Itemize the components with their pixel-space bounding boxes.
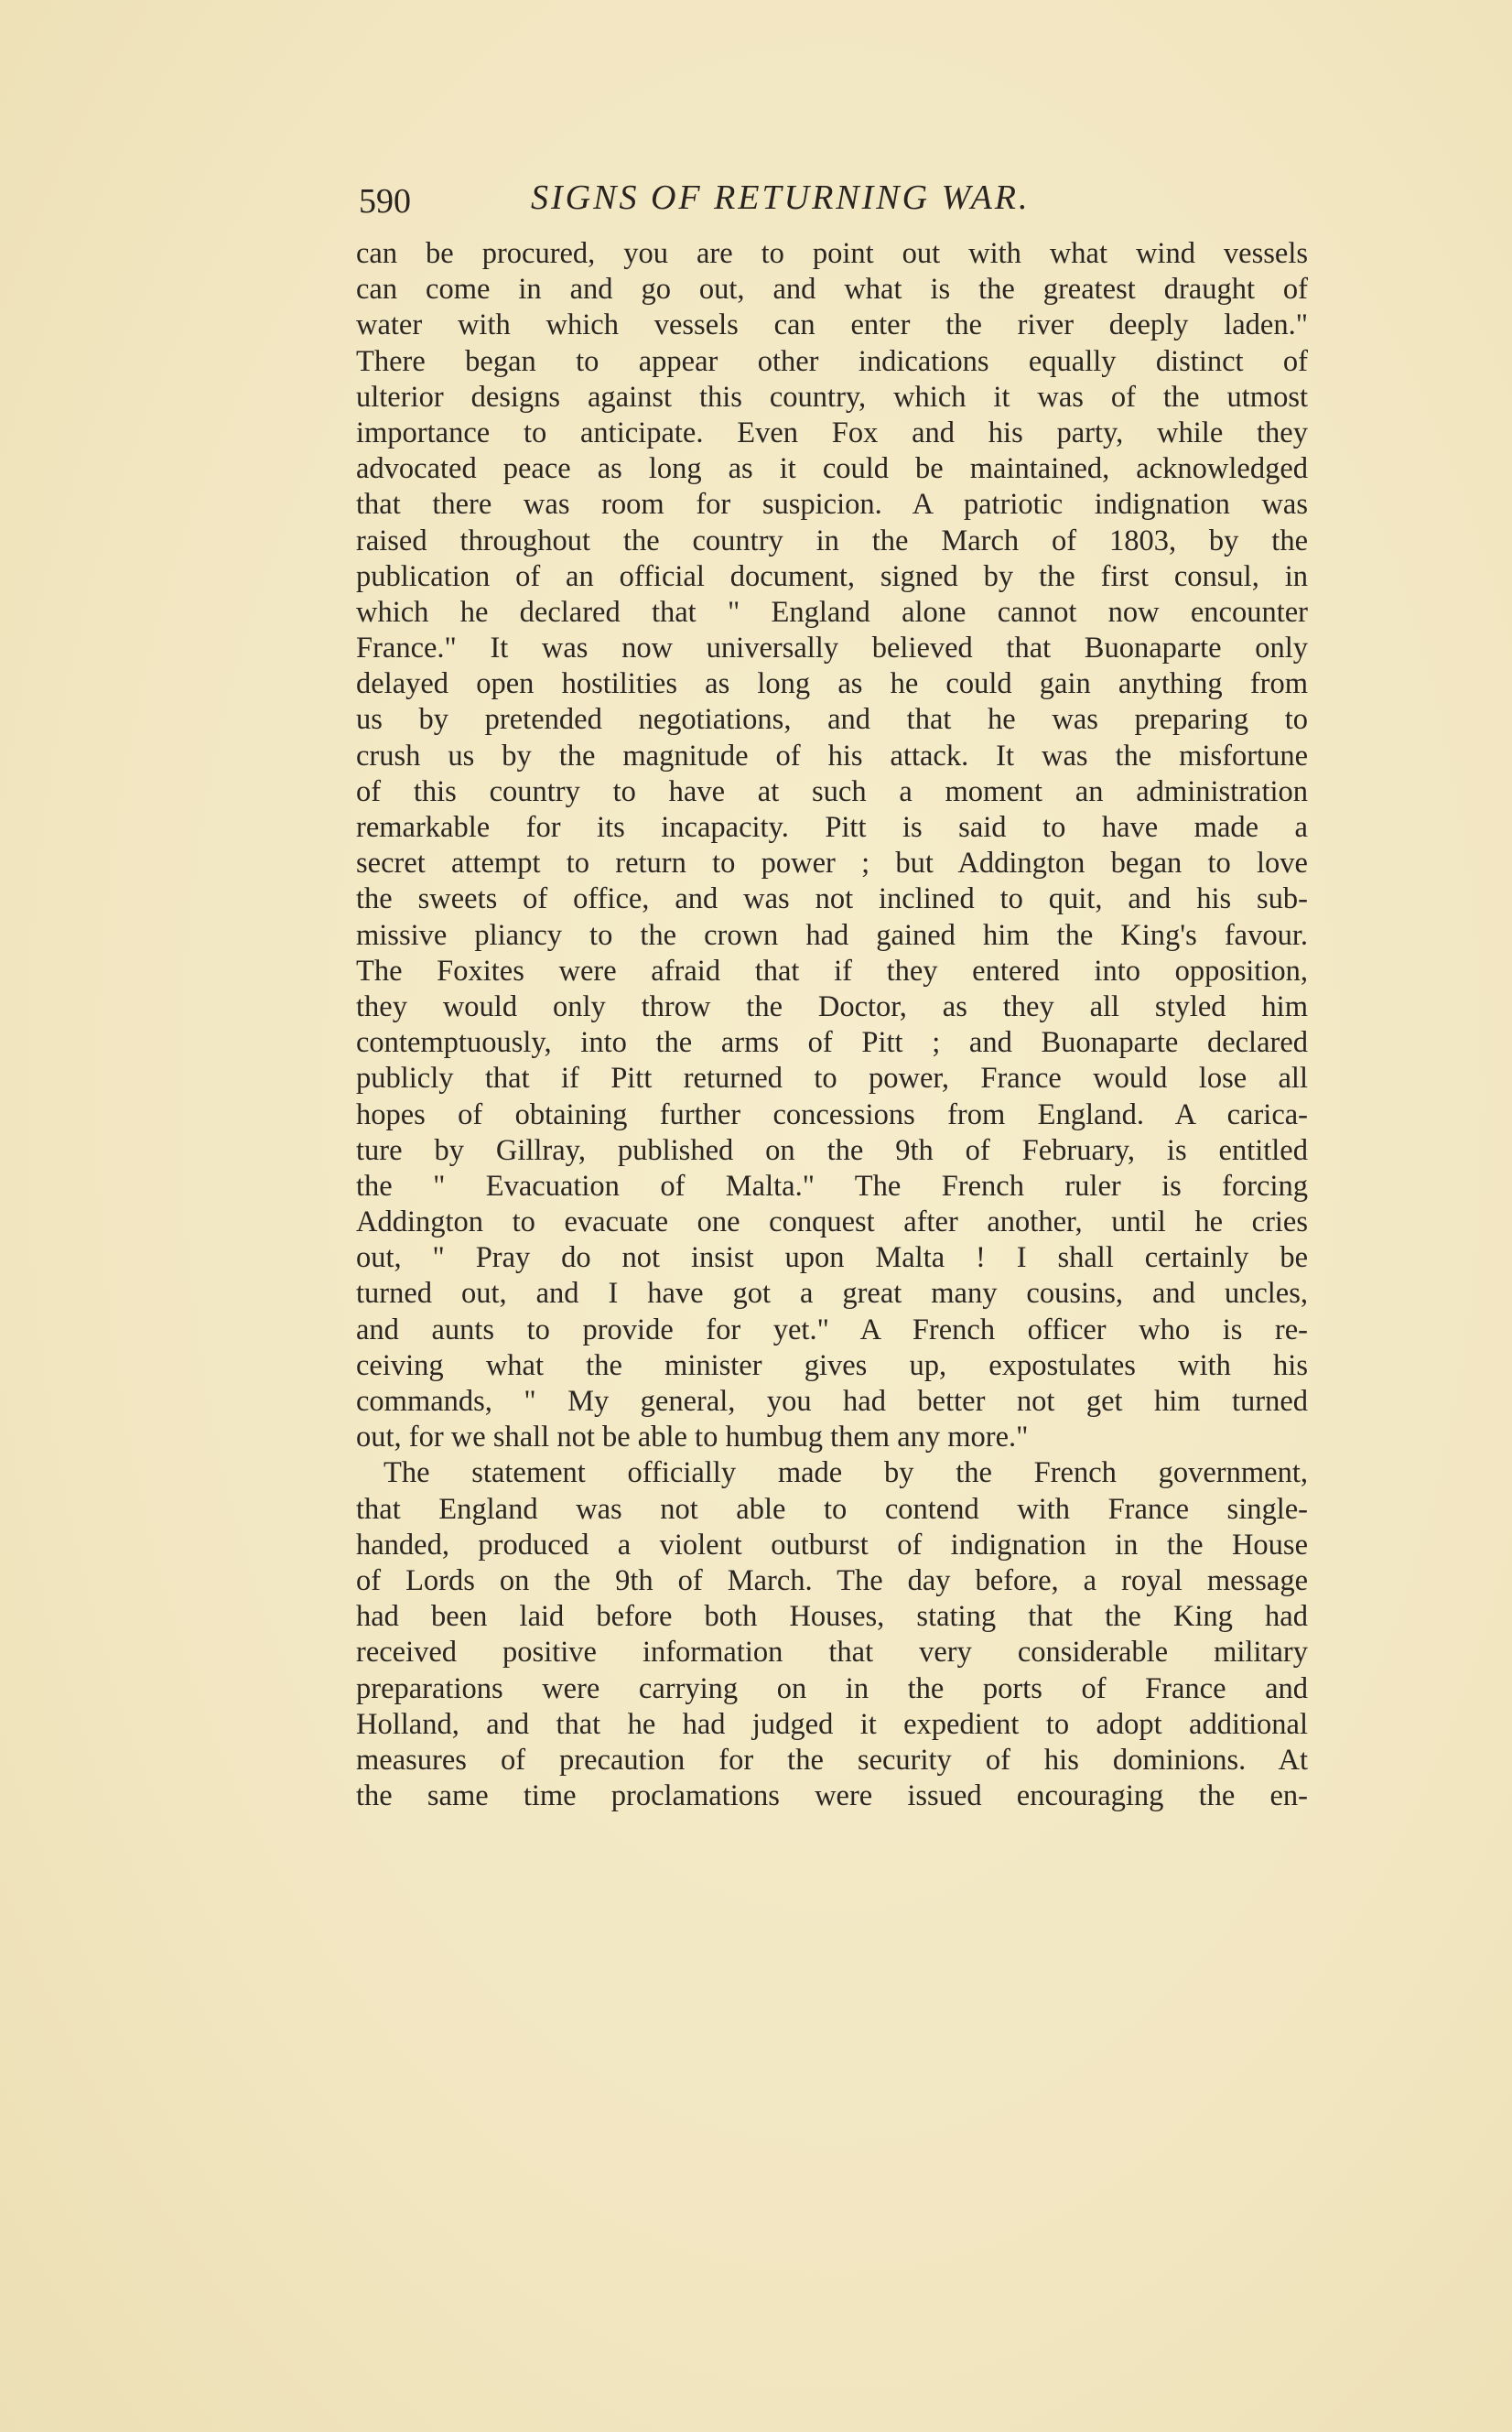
text-line: publication of an official document, signed by the first consul, in <box>356 559 1308 593</box>
text-line: of this country to have at such a moment an administration <box>356 774 1308 808</box>
text-line: ulterior designs against this country, which it was of the utmost <box>356 380 1308 414</box>
text-line: which he declared that " England alone cannot now encounter <box>356 595 1308 629</box>
text-line: crush us by the magnitude of his attack. It was the misfortune <box>356 739 1308 773</box>
text-line: had been laid before both Houses, stating that the King had <box>356 1600 1308 1634</box>
text-line: and aunts to provide for yet." A French officer who is re- <box>356 1313 1308 1346</box>
text-line: turned out, and I have got a great many cousins, and uncles, <box>356 1277 1308 1311</box>
text-line: water with which vessels can enter the river deeply laden." <box>356 308 1308 342</box>
text-line: handed, produced a violent outburst of indignation in the House <box>356 1528 1308 1562</box>
text-line: the same time proclamations were issued encouraging the en- <box>356 1779 1308 1813</box>
page-number: 590 <box>359 182 411 221</box>
text-line: us by pretended negotiations, and that he was preparing to <box>356 703 1308 737</box>
text-line: measures of precaution for the security of his dominions. At <box>356 1743 1308 1777</box>
text-line: missive pliancy to the crown had gained him the King's favour. <box>356 918 1308 952</box>
text-line: hopes of obtaining further concessions from England. A carica- <box>356 1097 1308 1131</box>
text-line: can be procured, you are to point out with what wind vessels <box>356 237 1308 270</box>
text-line: There began to appear other indications equally distinct of <box>356 344 1308 378</box>
page-header <box>359 178 1303 229</box>
text-line: that there was room for suspicion. A patriotic indignation was <box>356 488 1308 522</box>
running-title: SIGNS OF RETURNING WAR. <box>531 178 1031 217</box>
text-line: secret attempt to return to power ; but Addington began to love <box>356 847 1308 881</box>
text-line: that England was not able to contend with France single- <box>356 1492 1308 1526</box>
text-line: Holland, and that he had judged it expedient to adopt additional <box>356 1707 1308 1741</box>
text-line: commands, " My general, you had better not get him turned <box>356 1385 1308 1418</box>
text-line: advocated peace as long as it could be maintained, acknowledged <box>356 452 1308 486</box>
text-line: the " Evacuation of Malta." The French ruler is forcing <box>356 1169 1308 1203</box>
text-line: out, " Pray do not insist upon Malta ! I shall certainly be <box>356 1241 1308 1275</box>
text-line: France." It was now universally believed that Buonaparte only <box>356 632 1308 665</box>
text-line: delayed open hostilities as long as he could gain anything from <box>356 667 1308 701</box>
text-line: raised throughout the country in the March of 1803, by the <box>356 524 1308 557</box>
text-line: can come in and go out, and what is the greatest draught of <box>356 273 1308 307</box>
text-line: importance to anticipate. Even Fox and his party, while they <box>356 416 1308 449</box>
text-line: publicly that if Pitt returned to power, France would lose all <box>356 1062 1308 1096</box>
text-line: ceiving what the minister gives up, expostulates with his <box>356 1348 1308 1382</box>
text-line: they would only throw the Doctor, as they all styled him <box>356 989 1308 1023</box>
text-line: Addington to evacuate one conquest after another, until he cries <box>356 1205 1308 1239</box>
text-line: The statement officially made by the French government, <box>383 1456 1308 1490</box>
text-line: of Lords on the 9th of March. The day before, a royal message <box>356 1563 1308 1597</box>
text-line: contemptuously, into the arms of Pitt ; and Buonaparte declared <box>356 1026 1308 1060</box>
text-line: ture by Gillray, published on the 9th of February, is entitled <box>356 1133 1308 1167</box>
text-line: The Foxites were afraid that if they entered into opposition, <box>356 954 1308 988</box>
text-line: received positive information that very considerable military <box>356 1636 1308 1670</box>
text-line: remarkable for its incapacity. Pitt is said to have made a <box>356 811 1308 844</box>
text-line: preparations were carrying on in the ports of France and <box>356 1671 1308 1705</box>
body-text <box>356 236 1308 1814</box>
text-line: the sweets of office, and was not inclined to quit, and his sub- <box>356 882 1308 916</box>
text-line: out, for we shall not be able to humbug them any more." <box>356 1421 1029 1454</box>
